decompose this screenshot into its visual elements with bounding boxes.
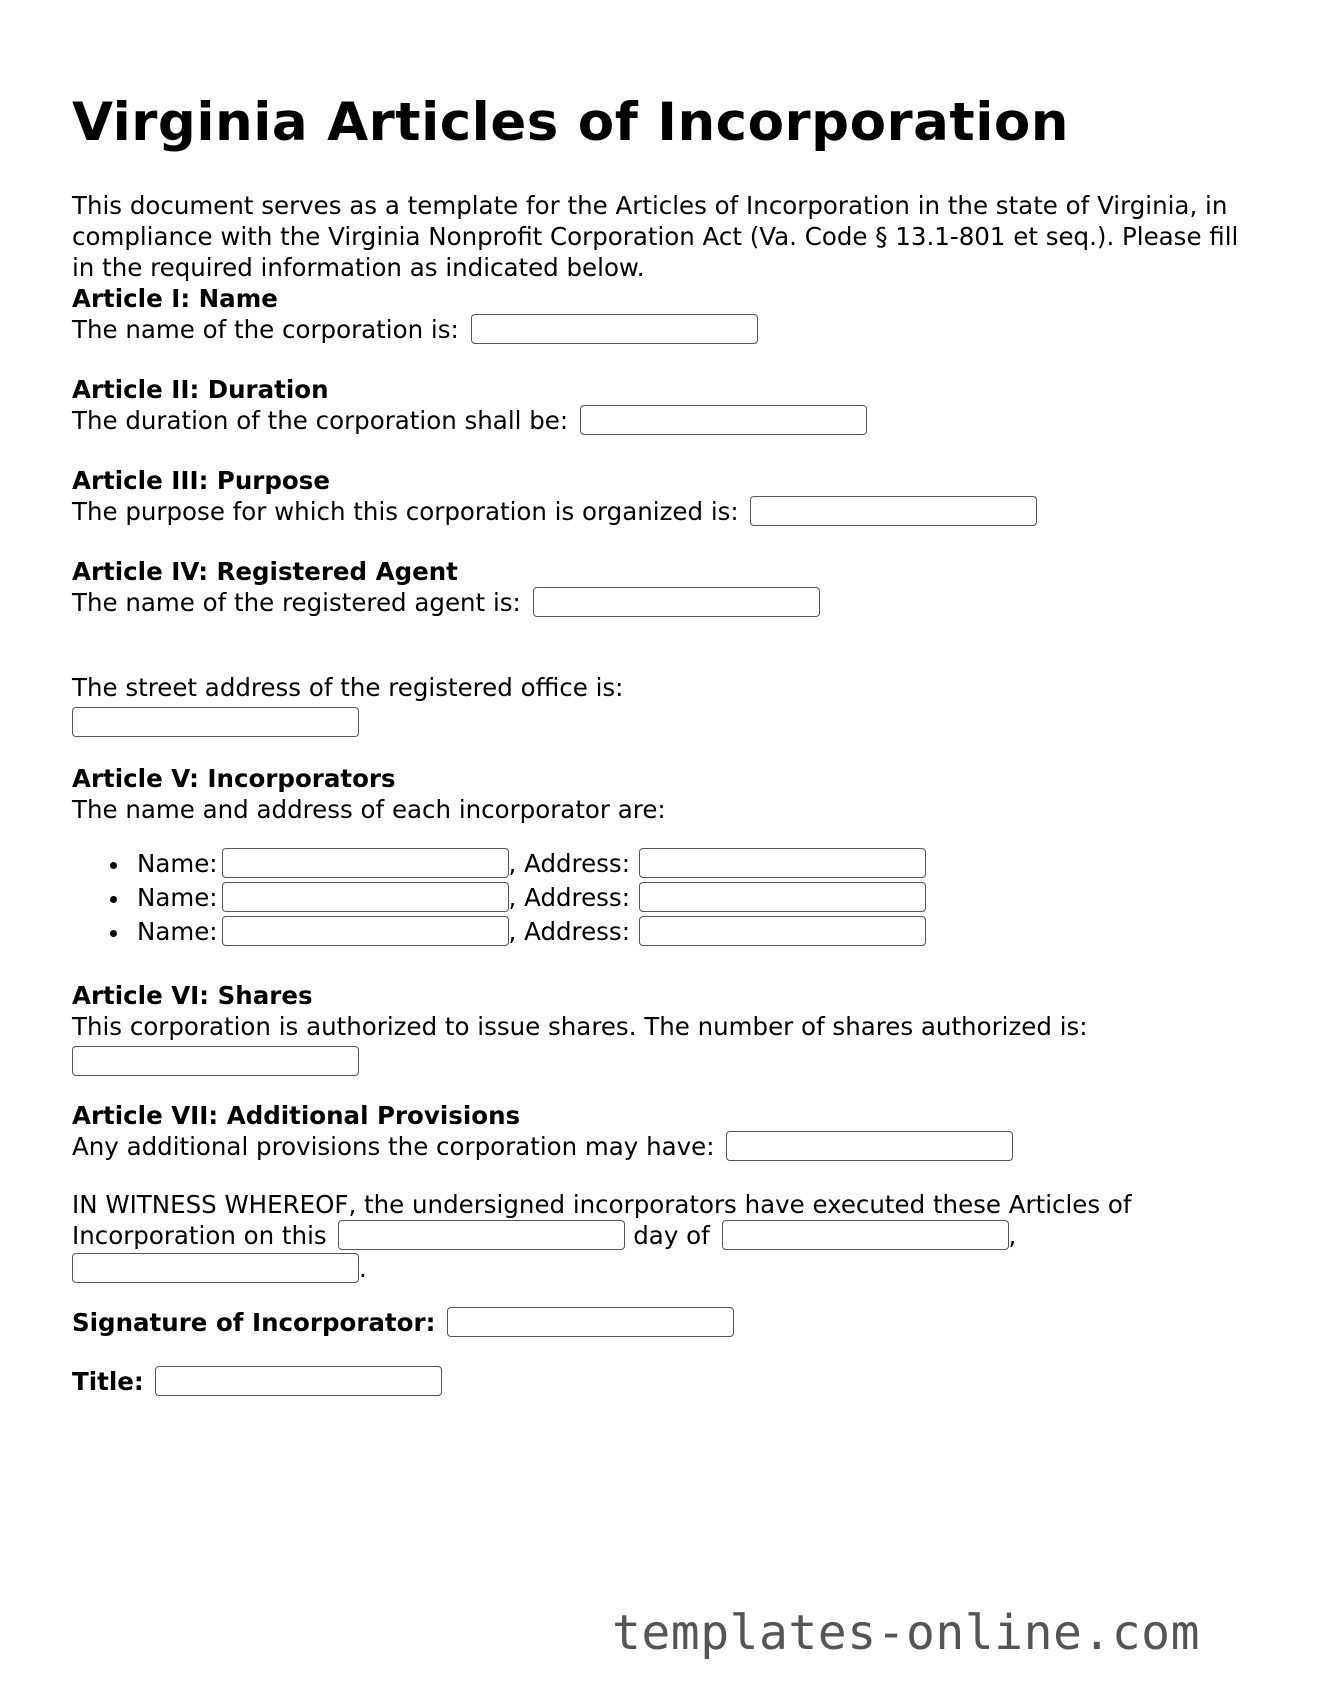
witness-period: . xyxy=(359,1254,367,1283)
article-5-section xyxy=(72,763,926,949)
incorporator-2-name-field[interactable] xyxy=(222,882,509,912)
registered-office-address-field[interactable] xyxy=(72,707,359,737)
registered-office-label: The street address of the registered office is: xyxy=(72,673,624,702)
incorporator-1-address-field[interactable] xyxy=(639,848,926,878)
witness-year-field[interactable] xyxy=(72,1253,359,1283)
witness-day-field[interactable] xyxy=(338,1220,625,1250)
witness-section xyxy=(72,1189,1132,1285)
intro-paragraph: This document serves as a template for the Articles of Incorporation in the state of Virginia, in compliance with the Virginia Nonprofit Corporation Act (Va. Code § 13.1-801 et seq.). Please fill in the required information as indicated below. xyxy=(72,191,1239,282)
article-3-label: The purpose for which this corporation is organized is: xyxy=(72,497,739,526)
page-title: Virginia Articles of Incorporation xyxy=(72,92,1070,153)
witness-comma: , xyxy=(1008,1221,1017,1250)
witness-day-of-label: day of xyxy=(633,1221,710,1250)
signature-label: Signature of Incorporator: xyxy=(72,1308,436,1337)
article-4-heading: Article IV: Registered Agent xyxy=(72,557,458,586)
incorporator-3-address-field[interactable] xyxy=(639,916,926,946)
article-1-section xyxy=(72,283,758,346)
incorporator-name-label: Name: xyxy=(137,883,218,912)
article-3-heading: Article III: Purpose xyxy=(72,466,330,495)
incorporator-name-label: Name: xyxy=(137,849,218,878)
signature-section xyxy=(72,1307,734,1339)
corporation-name-field[interactable] xyxy=(471,314,758,344)
article-2-label: The duration of the corporation shall be: xyxy=(72,406,569,435)
incorporator-address-label: , Address: xyxy=(508,917,630,946)
article-1-label: The name of the corporation is: xyxy=(72,315,459,344)
watermark: templates-online.com xyxy=(612,1605,1200,1661)
article-6-label: This corporation is authorized to issue shares. The number of shares authorized is: xyxy=(72,1012,1088,1041)
article-5-label: The name and address of each incorporator are: xyxy=(72,795,666,824)
incorporator-list xyxy=(72,847,926,949)
list-item xyxy=(72,881,926,915)
article-2-section xyxy=(72,374,867,437)
witness-text-line-2: Incorporation on this xyxy=(72,1221,327,1250)
registered-agent-label: The name of the registered agent is: xyxy=(72,588,521,617)
article-7-heading: Article VII: Additional Provisions xyxy=(72,1101,521,1130)
signature-field[interactable] xyxy=(447,1307,734,1337)
article-5-heading: Article V: Incorporators xyxy=(72,764,396,793)
article-7-label: Any additional provisions the corporation may have: xyxy=(72,1132,715,1161)
witness-month-field[interactable] xyxy=(722,1220,1009,1250)
registered-office-section xyxy=(72,672,623,735)
article-6-heading: Article VI: Shares xyxy=(72,981,313,1010)
article-2-heading: Article II: Duration xyxy=(72,375,329,404)
article-1-heading: Article I: Name xyxy=(72,284,278,313)
article-4-section xyxy=(72,556,820,619)
article-7-section xyxy=(72,1100,1013,1163)
incorporator-name-label: Name: xyxy=(137,917,218,946)
shares-authorized-field[interactable] xyxy=(72,1046,359,1076)
incorporator-2-address-field[interactable] xyxy=(639,882,926,912)
registered-agent-field[interactable] xyxy=(533,587,820,617)
incorporator-address-label: , Address: xyxy=(508,883,630,912)
list-item xyxy=(72,915,926,949)
duration-field[interactable] xyxy=(580,405,867,435)
list-item xyxy=(72,847,926,881)
title-label: Title: xyxy=(72,1367,144,1396)
title-section xyxy=(72,1366,442,1398)
incorporator-1-name-field[interactable] xyxy=(222,848,509,878)
additional-provisions-field[interactable] xyxy=(726,1131,1013,1161)
article-3-section xyxy=(72,465,1037,528)
title-field[interactable] xyxy=(155,1366,442,1396)
incorporator-3-name-field[interactable] xyxy=(222,916,509,946)
purpose-field[interactable] xyxy=(750,496,1037,526)
witness-text-line-1: IN WITNESS WHEREOF, the undersigned incorporators have executed these Articles of xyxy=(72,1190,1132,1219)
incorporator-address-label: , Address: xyxy=(508,849,630,878)
article-6-section xyxy=(72,980,1088,1074)
